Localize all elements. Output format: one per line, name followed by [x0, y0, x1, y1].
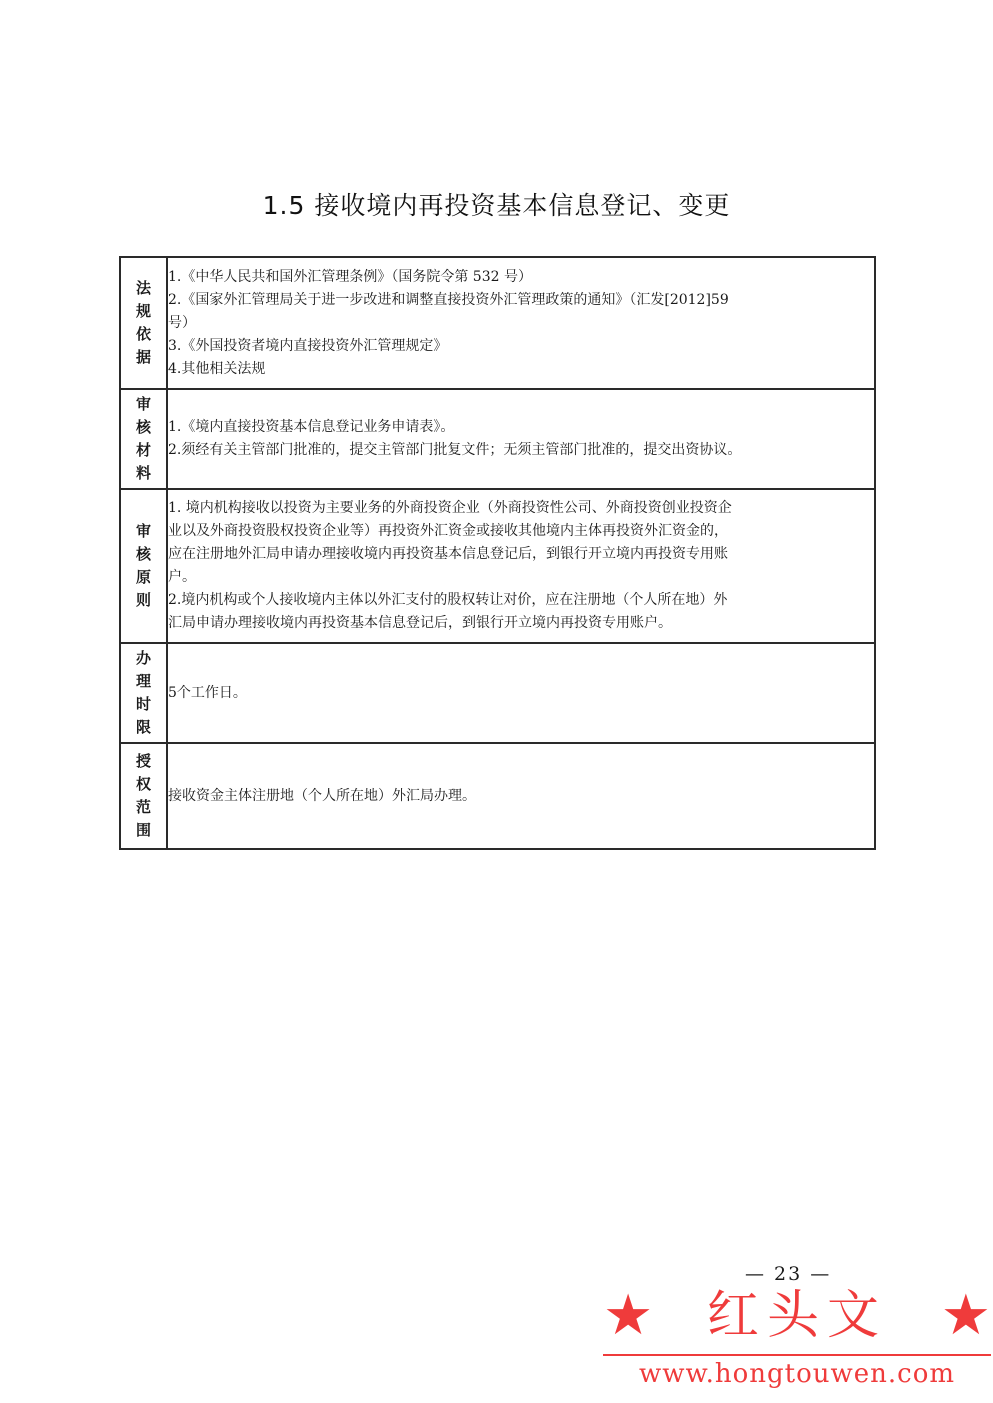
content-line: 2.境内机构或个人接收境内主体以外汇支付的股权转让对价，应在注册地（个人所在地）外 — [168, 592, 728, 608]
content-line: 应在注册地外汇局申请办理接收境内再投资基本信息登记后，到银行开立境内再投资专用账 — [168, 546, 728, 562]
table-row-authority — [120, 743, 875, 849]
label-char: 理 — [135, 672, 151, 690]
label-char: 原 — [135, 568, 151, 586]
row-label-materials — [120, 389, 167, 489]
watermark-url: www.hongtouwen.com — [638, 1359, 956, 1389]
row-label-time-limit — [120, 643, 167, 743]
label-char: 则 — [135, 591, 151, 609]
row-label-regulations — [120, 257, 167, 389]
info-table — [119, 256, 876, 850]
label-char: 依 — [135, 325, 151, 343]
row-content-materials — [167, 389, 875, 489]
label-char: 审 — [135, 522, 151, 540]
watermark — [603, 1283, 991, 1393]
label-char: 料 — [135, 464, 151, 482]
label-char: 办 — [135, 649, 151, 667]
label-char: 规 — [135, 302, 151, 320]
label-char: 限 — [135, 718, 151, 736]
star-icon: ★ — [603, 1283, 654, 1348]
row-label-principles — [120, 489, 167, 643]
star-icon: ★ — [940, 1283, 991, 1348]
content-line: 1.《境内直接投资基本信息登记业务申请表》。 — [168, 419, 455, 435]
row-content-time-limit — [167, 643, 875, 743]
label-char: 核 — [135, 545, 151, 563]
label-char: 材 — [135, 441, 151, 459]
content-line: 业以及外商投资股权投资企业等）再投资外汇资金或接收其他境内主体再投资外汇资金的， — [168, 523, 728, 539]
content-line: 1.《中华人民共和国外汇管理条例》（国务院令第 532 号） — [168, 268, 532, 285]
label-char: 权 — [135, 775, 151, 793]
watermark-title — [603, 1283, 991, 1349]
content-line: 户。 — [168, 569, 196, 585]
content-line: 2.《国家外汇管理局关于进一步改进和调整直接投资外汇管理政策的通知》（汇发[2012]59 — [168, 291, 729, 308]
content-line: 汇局申请办理接收境内再投资基本信息登记后，到银行开立境内再投资专用账户。 — [168, 615, 672, 631]
table-row-principles — [120, 489, 875, 643]
table-row-materials — [120, 389, 875, 489]
content-line: 1. 境内机构接收以投资为主要业务的外商投资企业（外商投资性公司、外商投资创业投资企 — [168, 500, 732, 516]
table-row-time-limit — [120, 643, 875, 743]
row-content-authority — [167, 743, 875, 849]
content-line: 4.其他相关法规 — [168, 360, 266, 377]
label-char: 审 — [135, 395, 151, 413]
table-row-regulations — [120, 257, 875, 389]
page-number: — 23 — — [745, 1263, 832, 1285]
label-char: 授 — [135, 752, 151, 770]
label-char: 法 — [135, 279, 151, 297]
label-char: 范 — [135, 798, 151, 816]
content-line: 5个工作日。 — [168, 684, 247, 701]
label-char: 围 — [135, 821, 151, 839]
watermark-text: 红头文 — [706, 1286, 887, 1346]
row-content-principles — [167, 489, 875, 643]
content-line: 接收资金主体注册地（个人所在地）外汇局办理。 — [168, 787, 476, 804]
watermark-divider — [603, 1354, 991, 1356]
row-content-regulations — [167, 257, 875, 389]
content-line: 3.《外国投资者境内直接投资外汇管理规定》 — [168, 337, 448, 354]
content-line: 号） — [168, 314, 196, 331]
label-char: 时 — [135, 695, 151, 713]
content-line: 2.须经有关主管部门批准的，提交主管部门批复文件；无须主管部门批准的，提交出资协议。 — [168, 442, 742, 458]
row-label-authority — [120, 743, 167, 849]
label-char: 核 — [135, 418, 151, 436]
page-title: 1.5 接收境内再投资基本信息登记、变更 — [262, 191, 731, 220]
label-char: 据 — [135, 348, 151, 366]
